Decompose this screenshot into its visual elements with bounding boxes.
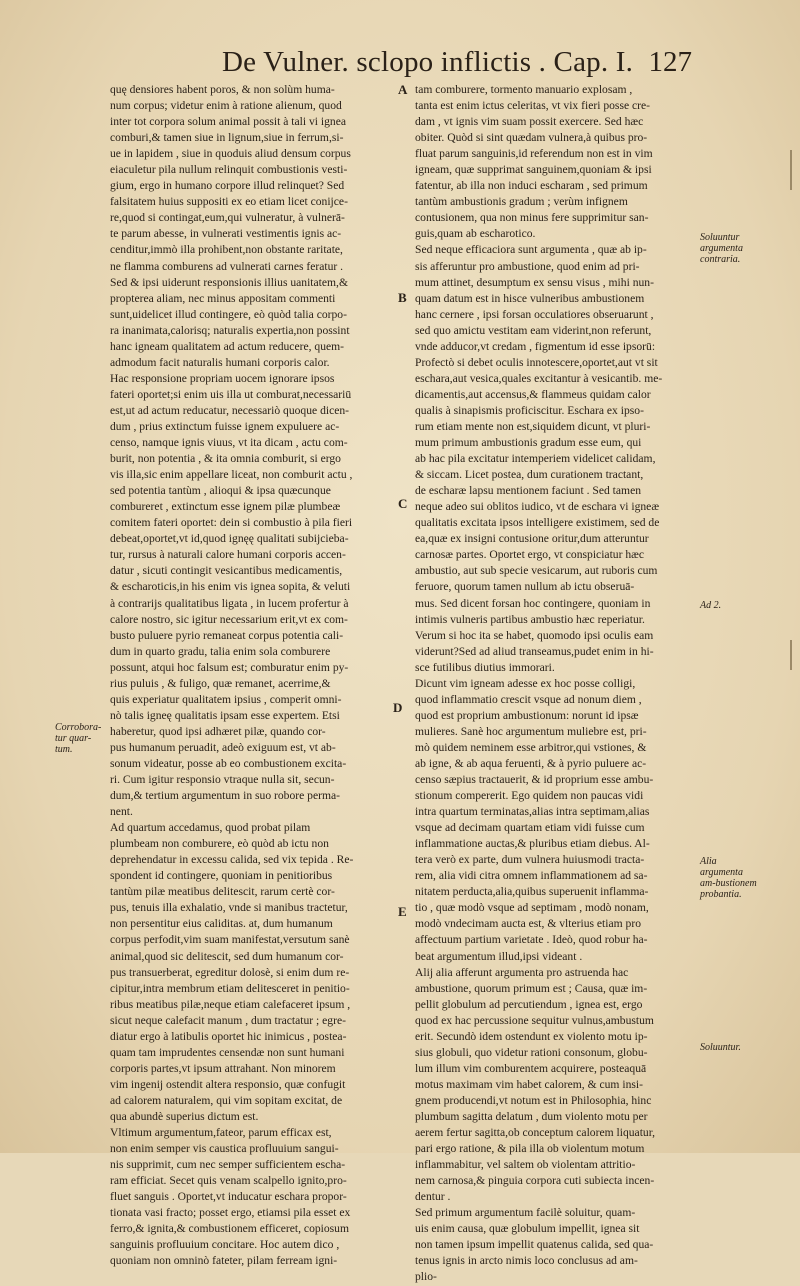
text-line: ribus meatibus pilæ,neque etiam calefaceret ipsum , [110,997,351,1011]
text-line: Dicunt vim igneam adesse ex hoc posse colligi, [415,676,636,690]
text-line: affectuum partium varietate . Ideò, quod robur ha- [415,933,648,947]
text-line: Sed neque efficaciora sunt argumenta , quæ ab ip- [415,243,647,257]
margin-note-corroboration: Corrobora-tur quar-tum. [55,722,102,755]
text-line: fateri oportet;si enim uis illa ut comburat,necessariū [110,387,352,401]
text-line: uis enim causa, quæ globulum impellit, ignea sit [415,1222,640,1236]
text-line: Alij alia afferunt argumenta pro astruenda hac [415,965,629,979]
text-line: sius globuli, quo videtur rationi consonum, globu- [415,1045,648,1059]
text-line: datur , sicuti contingit vesicantibus medicamentis, [110,564,343,578]
text-line: vis illa,sic enim appellare liceat, non comburit actu , [110,468,353,482]
text-line: sce futilibus diutius immorari. [415,660,555,674]
text-line: ambustio, aut sub specie vesicarum, aut ruboris cum [415,564,658,578]
text-line: corpus perfodit,vim suam manifestat,versutum sanè [110,933,350,947]
text-line: nò talis igneę qualitatis ipsam esse expertem. Etsi [110,708,340,722]
text-line: quod ex hac percussione sequitur vulnus,ambustum [415,1013,654,1027]
text-line: ambustione, quorum primum est ; Causa, quæ im- [415,981,648,995]
text-line: dam , vt ignis vim suam possit exercere. Sed hæc [415,115,644,129]
text-line: rem, alia vidi citra omnem inflammationem ad sa- [415,869,648,883]
text-line: non enim semper vis caustica profluuium sangui- [110,1142,339,1156]
text-line: spondent id contingere, quoniam in penitioribus [110,869,333,883]
text-line: pus, tenuis illa exhalatio, vnde si manibus tractetur, [110,901,348,915]
running-title: De Vulner. sclopo inflictis . Cap. I. [222,46,634,78]
text-line: eiaculetur pila nullum relinquit combustionis vesti- [110,163,348,177]
text-line: modò vndecimam aucta est, & vlterius etiam pro [415,917,642,931]
text-line: censo sæpius tractauerit, & id proprium esse ambu- [415,773,654,787]
text-line: tio , quæ modò vsque ad septimam , modò nonam, [415,901,649,915]
text-line: corporis partes,vt ipsum attrahant. Non minorem [110,1061,336,1075]
text-line: tera verò ex parte, dum vulnera huiusmodi tracta- [415,853,645,867]
text-line: fatentur, ab illa non induci escharam , sed primum [415,179,648,193]
section-letter-b: B [398,290,407,305]
text-line: mum primum ambustionis gradum esse eum, qui [415,436,642,450]
text-line: admodum facit naturalis humani corporis calor. [110,355,330,369]
text-line: ea,quæ ex insigni contusione oritur,dum atteruntur [415,532,649,546]
text-line: lum illum vim comburentem acquirere, posteaquā [415,1061,647,1075]
text-line: dum,& tertium argumentum in suo robore perma- [110,789,341,803]
text-line: debeat,oportet,vt id,quod ignęę qualitati subijcieba- [110,532,349,546]
text-line: guis,quam ab escharotico. [415,227,536,241]
text-line: pari ergo ratione, & pila illa ob violentum motum [415,1142,645,1156]
text-line: rius puluis , & fuligo, quæ remanet, acerrime,& [110,676,331,690]
text-line: vsque ad decimam quartam etiam vidi fuisse cum [415,821,645,835]
text-line: inflammabitur, vel saltem ob violentam attritio- [415,1158,636,1172]
text-line: carnosæ partes. Oportet ergo, vt conspiciatur hæc [415,548,645,562]
text-line: & escharoticis,in his enim vis ignea sopita, & veluti [110,580,351,594]
text-line: mum attinet, desumptum ex sensu visus , mihi nun- [415,275,654,289]
text-line: intra quartum terminatas,alias intra septimam,alias [415,805,650,819]
text-line: tantùm pilæ meatibus delitescit, rarum certè cor- [110,885,335,899]
text-line: feruore, quorum tamen nullum ab ictu obseruā- [415,580,635,594]
text-line: sed quo amictu vestitam eam viderint,non referunt, [415,323,652,337]
text-line: cenditur,immò illa prohibent,non obstante raritate, [110,243,343,257]
text-line: falsitatem huius suppositi ex eo etiam licet conijce- [110,195,348,209]
text-line: cipitur,intra membrum etiam delitesceret in penitio- [110,981,350,995]
text-line: fluet sanguis . Oportet,vt inducatur eschara propor- [110,1190,347,1204]
text-line: aerem fertur sagitta,ob conceptum calorem liquatur, [415,1126,656,1140]
text-line: possunt, atqui hoc falsum est; comburatur enim py- [110,660,349,674]
text-line: hanc igneam qualitatem ad actum reducere, quem- [110,339,345,353]
text-line: qualis à sinapismis proficiscitur. Eschara ex ipso- [415,403,644,417]
text-line: comitem fateri oportet: dein si combustio à pila fieri [110,516,353,530]
text-line: tur, rursus à naturali calore humani corporis accen- [110,548,346,562]
text-line: non tamen ipsum impellit quatenus calida, sed qua- [415,1238,654,1252]
text-line: ad calorem naturalem, qui vim sopitam excitat, de [110,1093,343,1107]
text-line: fluat parum sanguinis,id referendum non est in vim [415,147,653,161]
text-line: tam comburere, tormento manuario explosam , [415,83,633,96]
text-line: te parum abesse, in vulnerati vestimentis ignis ac- [110,227,342,241]
text-line: pus transuerberat, egreditur dolosè, si enim dum re- [110,965,350,979]
text-line: quis experiatur qualitatem ipsius , comperit omni- [110,692,342,706]
text-line: comburi,& tamen siue in lignum,siue in ferrum,si- [110,131,344,145]
text-line: deprehendatur in excessu calida, sed vix tepida . Re- [110,853,354,867]
margin-note-other-arguments: Alia argumenta am-bustionem probantia. [700,856,757,900]
text-line: animal,quod sic delitescit, sed dum humanum cor- [110,949,344,963]
text-line: tanta est enim ictus celeritas, vt vix fieri posse cre- [415,99,651,113]
section-letter-a: A [398,82,408,97]
text-line: mus. Sed dicent forsan hoc contingere, quoniam in [415,596,651,610]
text-line: dicamentis,aut accensus,& flammeus quidam calor [415,387,651,401]
section-letter-c: C [398,496,408,511]
text-line: quę densiores habent poros, & non solùm huma- [110,83,335,96]
page-number: 127 [648,46,692,78]
text-line: inflammatione auctas,& pluribus etiam diebus. Al- [415,837,650,851]
text-line: mò quidem neminem esse arbitror,qui vstiones, & [415,740,647,754]
text-line: censo, namque ignis viuus, vt ita dicam , actu com- [110,436,348,450]
text-line: stionum compererit. Ego quidem non paucas vidi [415,789,644,803]
text-line: igneam, quæ supprimat sanguinem,quoniam & ipsi [415,163,652,177]
text-line: neque adeo sui oblitos iudico, vt de eschara vi igneæ [415,500,660,514]
text-line: burit, non potentia , & ita omnia comburit, si ergo [110,452,341,466]
margin-note-ad-2: Ad 2. [700,600,722,611]
text-line: eschara,aut vesica,quales excitantur à vesicantib. me- [415,371,663,385]
left-column [110,82,392,1268]
text-line: ab hac pila excitatur intemperiem videlicet calidam, [415,452,656,466]
text-line: qualitatis excitata ipsos intelligere existimem, sed de [415,516,660,530]
text-line: plio- [415,1270,437,1284]
text-line: non persentitur eius caliditas. at, dum humanum [110,917,333,931]
text-line: tantùm ambustionis gradum ; verùm infignem [415,195,628,209]
text-line: mulieres. Sanè hoc argumentum muliebre est, pri- [415,724,647,738]
text-line: dum , prius extinctum fuisse ignem expuluere ac- [110,419,340,433]
text-line: ue in lapidem , siue in quoduis aliud densum corpus [110,147,351,161]
text-line: Hac responsione propriam uocem ignorare ipsos [110,371,335,385]
text-line: pellit globulum ad percutiendum , ignea est, ergo [415,997,643,1011]
text-line: beat argumentum illud,ipsi videant . [415,949,583,963]
margin-note-solved: Soluuntur. [700,1042,741,1053]
text-line: est,ut ad actum reducatur, necessariò quoque dicen- [110,403,350,417]
text-line: dum in quarto gradu, talia enim sola comburere [110,644,331,658]
page-edge-mark [790,640,792,670]
section-letter-d: D [393,700,403,715]
text-line: propterea aliam, nec minus appositam commenti [110,291,336,305]
text-line: Verum si hoc ita se habet, quomodo ipsi oculis eam [415,628,654,642]
text-line: ri. Cum igitur responsio vtraque nulla sit, secun- [110,773,335,787]
text-line: sunt,uidelicet illud contingere, eò quòd talia corpo- [110,307,347,321]
text-line: calore nostro, sic igitur necessarium erit,vt ex com- [110,612,348,626]
text-line: ram efficiat. Secet quis venam scalpello ignito,pro- [110,1174,347,1188]
text-line: qua abundè superius dictum est. [110,1110,259,1123]
text-line: num corpus; videtur enim à ratione alienum, quod [110,99,342,113]
page-edge-mark [790,150,792,190]
text-line: Sed primum argumentum facilè soluitur, quam- [415,1206,636,1220]
text-line: Vltimum argumentum,fateor, parum efficax est, [110,1126,332,1140]
text-line: gium, ergo in humano corpore illud relinquet? Sed [110,179,345,193]
text-line: Sed & ipsi uiderunt responsionis illius uanitatem,& [110,275,348,289]
text-line: pus humanum peruadit, adeò exiguum est, vt ab- [110,740,336,754]
text-line: nem carnosa,& pinguia corpora cuti subiecta incen- [415,1174,655,1188]
right-column [415,82,697,1284]
text-line: combureret , extinctum esse ignem pilæ plumbeæ [110,500,341,514]
text-line: de escharæ lapsu mentionem faciunt . Sed tamen [415,484,642,498]
text-line: ra inanimata,calorisq; naturalis expertia,non possint [110,323,350,337]
text-line: plumbum sagitta delatum , dum violento motu per [415,1110,648,1123]
text-line: ab igne, & ab aqua feruenti, & à pyrio puluere ac- [415,756,647,770]
text-line: sonum videatur, posse ab eo combustionem excita- [110,756,347,770]
text-line: tionata vasi fracto; posset ergo, etiamsi pila esset ex [110,1206,351,1220]
text-line: obiter. Quòd si sint quædam vulnera,à quibus pro- [415,131,648,145]
text-line: haberetur, quod ipsi adhæret pilæ, quando cor- [110,724,326,738]
text-line: vim ingenij ostendit altera responsio, quæ confugit [110,1077,346,1091]
text-line: nitatem perducta,alia,quibus superuenit inflamma- [415,885,649,899]
text-line: sis afferuntur pro ambustione, quod enim ad pri- [415,259,640,273]
text-line: quam datum est in hisce vulneribus ambustionem [415,291,645,305]
text-line: ferro,& ignita,& combustionem efficeret, copiosum [110,1222,350,1236]
text-line: hanc cernere , ipsi forsan occulatiores obseruarunt , [415,307,654,321]
text-line: rum etiam mente non est,siquidem dicunt, vt pluri- [415,419,651,433]
text-line: vnde adducor,vt credam , figmentum id esse ipsorū: [415,339,656,353]
text-line: diatur ergo à latibulis oportet hic inimicus , postea- [110,1029,347,1043]
text-line: inter tot corpora solum animal possit à tali vi ignea [110,115,347,129]
margin-note-solutions: Soluuntur argumenta contraria. [700,232,743,265]
text-line: Ad quartum accedamus, quod probat pilam [110,821,311,835]
text-line: nent. [110,805,133,819]
text-line: quod est proprium ambustionum: norunt id ipsæ [415,708,639,722]
text-line: dentur . [415,1190,451,1204]
text-line: viderunt?Sed ad aliud transeamus,pudet enim in hi- [415,644,654,658]
text-line: sanguinis profluuium concitare. Hoc autem dico , [110,1238,340,1252]
text-line: busto puluere pyrio remaneat corpus potentia cali- [110,628,344,642]
text-line: quod inflammatio crescit vsque ad nonum diem , [415,692,642,706]
text-line: contusionem, qua non minus fere supprimitur san- [415,211,649,225]
text-line: re,quod si contingat,eum,qui vulneratur, à vulnerā- [110,211,345,225]
text-line: erit. Secundò idem ostendunt ex violento motu ip- [415,1029,648,1043]
text-line: gnem producendi,vt notum est in Philosophia, hinc [415,1093,652,1107]
text-line: intimis vulneris partibus ambustio hæc reperiatur. [415,612,645,626]
section-letter-e: E [398,904,407,919]
text-line: quoniam non omninò fateter, pilam ferream igni- [110,1254,338,1268]
text-line: & siccam. Licet postea, dum curationem tractant, [415,468,644,482]
text-line: Profectò si debet oculis innotescere,oportet,aut vt sit [415,355,658,369]
text-line: à contrarijs qualitatibus ligata , in lucem profertur à [110,596,349,610]
text-line: sicut neque calefacit manum , dum tractatur ; egre- [110,1013,346,1027]
text-line: ne flamma comburens ad vulnerati carnes feratur . [110,259,344,273]
text-line: nis supprimit, cum nec semper sufficientem escha- [110,1158,346,1172]
text-line: motus maximam vim habet calorem, & cum insi- [415,1077,643,1091]
text-line: quam tam imprudentes censendæ non sunt humani [110,1045,345,1059]
text-line: plumbeam non comburere, eò quòd ab ictu non [110,837,329,851]
text-line: sed potentia tantùm , alioqui & ipsa quæcunque [110,484,331,498]
text-line: tenus ignis in arcto nimis loco conclusus ad am- [415,1254,638,1268]
